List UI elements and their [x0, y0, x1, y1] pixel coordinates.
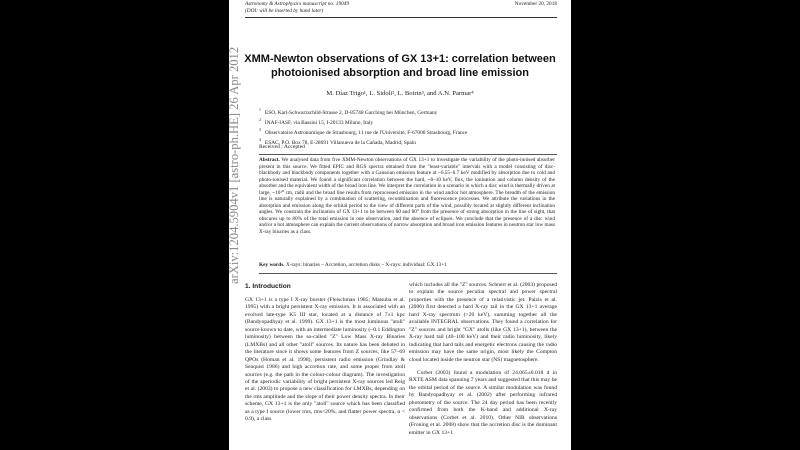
- received-accepted: Received ; Accepted: [259, 144, 305, 150]
- abstract-text: We analysed data from five XMM-Newton observations of GX 13+1 to investigate the variability of the photo-ionised absorber present in this source. We fitted EPIC and RGS spectra obtained from the "least-variable" intervals with a model consisting of disc-blackbody and blackbody components together with a Gaussian emission feature at ~6.55–6.7 keV modified by absorption due to cold and photo-ionised material. We found a significant correlation between the hard, ~6–10 keV, flux, the ionisation and column density of the absorber and the equivalent width of the broad iron line. We interpret the correlation in a scenario in which a disc wind is thermally driven at large, ~10¹⁰ cm, radii and the broad line results from reprocessed emission in the wind and/or hot atmosphere. The breadth of the emission line is naturally explained by a combination of scattering, recombination and fluorescence processes. We attribute the variations in the absorption and emission along the orbital period to the view of different parts of the wind, possibly located at slightly different inclination angles. We constrain the inclination of GX 13+1 to be between 60 and 80° from the presence of strong absorption in the line of sight, that obscures up to 80% of the total emission in one observation, and the absence of eclipses. We conclude that the presence of a disc wind and/or a hot atmosphere can explain the current observations of narrow absorption and broad iron emission features in neutron star low mass X-ray binaries as a class.: [259, 157, 555, 236]
- affiliation-item: $^1$ ESO, Karl-Schwarzschild-Strasse 2, D-85748 Garching bei München, Germany: [259, 108, 438, 116]
- keywords: [259, 262, 557, 269]
- arxiv-identifier: arXiv:1204.5904v1 [astro-ph.HE] 26 Apr 2012: [227, 46, 241, 284]
- keywords-label: Key words.: [259, 262, 285, 268]
- abstract-top-rule: [259, 154, 557, 155]
- section-heading: 1. Introduction: [245, 283, 291, 290]
- title-line-2: photoionised absorption and broad line emission: [271, 67, 529, 79]
- header-divider: [245, 17, 557, 18]
- right-paragraph-1: which includes all the "Z" sources. Schnerr et al. (2003) proposed to explain the source peculiar spectral and power spectral properties with the presence of a relativistic jet. Paizis et al. (2006) first detected a hard X-ray tail in the GX 13+1 average hard X-ray spectrum (>20 keV), summing together all the available INTEGRAL observations. They found a correlation for "Z" sources and bright "GX" atolls (like GX 13+1), between the X-ray hard tail (40–100 keV) and their radio luminosity, likely indicating that hard tails and energetic electrons causing the radio emission may have the same origin, most likely the Compton cloud located inside the neutron star (NS) magnetosphere.: [409, 282, 557, 363]
- title-line-1: XMM-Newton observations of GX 13+1: correlation between: [244, 53, 556, 65]
- right-column: [409, 282, 557, 437]
- affiliation-item: $^4$ ESAC, P.O. Box 78, E-28691 Villanueva de la Cañada, Madrid, Spain: [259, 138, 417, 146]
- manuscript-line: Astronomy & Astrophysics manuscript no. 19049: [245, 1, 349, 7]
- doi-line: (DOI: will be inserted by hand later): [245, 8, 324, 14]
- affiliations: [259, 107, 467, 147]
- keywords-text: X-rays: binaries – Accretion, accretion disks – X-rays: individual: GX 13+1: [285, 262, 447, 268]
- affiliation-item: $^3$ Observatoire Astronomique de Strasbourg, 11 rue de l'Université, F-67000 Strasbourg, France: [259, 128, 468, 136]
- paper-title: [229, 52, 571, 80]
- abstract-label: Abstract.: [259, 157, 280, 163]
- abstract-bottom-rule: [259, 273, 557, 274]
- affiliation-item: $^2$ INAF-IASF, via Bassini 15, I-20133 Milano, Italy: [259, 118, 374, 126]
- right-paragraph-2: Corbet (2003) found a modulation of 24.065±0.018 d in RXTE ASM data spanning 7 years and suggested that this may be the orbital period of the source. A similar modulation was found by Bandyopadhyay et al. (2002) after performing infrared photometry of the source. The 24 day period has been recently confirmed from both the K-band and additional X-ray observations (Corbet et al. 2010). Other NIR observations (Froning et al. 2008) show that the accretion disc is the dominant emitter in GX 13+1: [409, 369, 557, 436]
- left-column: [245, 297, 405, 424]
- paper-page: [229, 0, 571, 450]
- author-list: M. Díaz Trigo¹, L. Sidoli², L. Boirin³, and A.N. Parmar⁴: [326, 90, 474, 97]
- intro-paragraph: GX 13+1 is a type I X-ray burster (Fleischman 1985; Matsuba et al. 1995) with a bright persistent X-ray emission. It is associated with an evolved late-type K5 III star, located at a distance of 7±1 kpc (Bandyopadhyay et al. 1999). GX 13+1 is the most luminous "atoll" source known to date, with an intermediate luminosity (~0.1 Eddington luminosity) between the so-called "Z" Low Mass X-ray Binaries (LMXBs) and all other "atoll" sources. Its nature has been debated in the literature since it shows some features from Z sources, like 57–69 QPOs (Homan et al. 1998), persistent radio emission (Grindlay & Seaquist 1986) and high accretion rate, and some proper from atoll sources (e.g. the path in the colour-colour diagram). The investigation of the aperiodic variability of bright persistent X-ray sources led Reig et al. (2003) to propose a new classification for LMXBs, depending on the rms amplitude and the slope of their power density spectra. In their scheme, GX 13+1 is the only "atoll" source which has been classified as a type I source (lower rms, rms<20%, and flatter power spectra, α < 0.9), a class: [245, 297, 405, 423]
- header-date: November 20, 2018: [514, 1, 557, 7]
- journal-header: [245, 1, 349, 15]
- abstract: [259, 157, 555, 236]
